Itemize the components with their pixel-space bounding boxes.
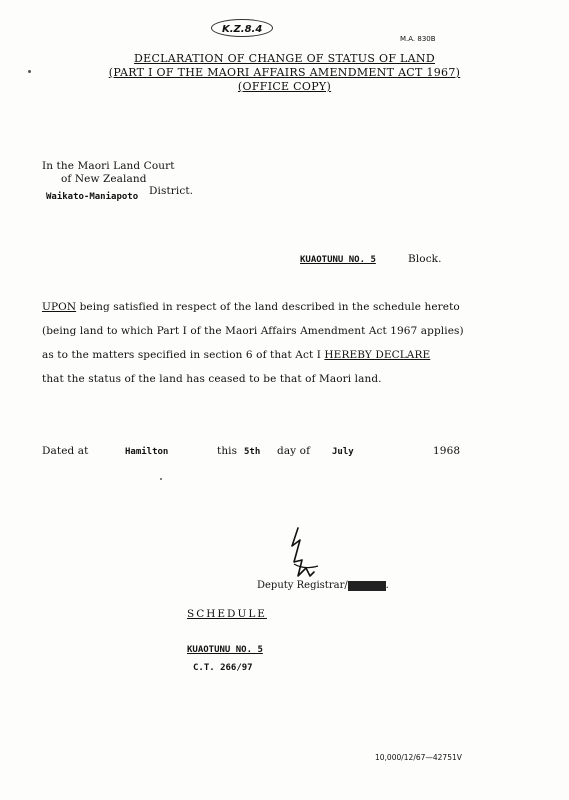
struck-out-text: XXXXXXX (347, 581, 386, 591)
declaration-line-2: (being land to which Part I of the Maori Affairs Amendment Act 1967 applies) (42, 325, 464, 337)
declaration-line-1 (42, 301, 460, 313)
document-title: DECLARATION OF CHANGE OF STATUS OF LAND (134, 52, 435, 65)
declaration-line-3-text: as to the matters specified in section 6 of that Act I (42, 349, 321, 361)
office-copy-label: (OFFICE COPY) (237, 80, 332, 93)
dated-day-of: day of (277, 445, 311, 457)
print-code: 10,000/12/67—42751V (375, 753, 462, 762)
dated-day: 5th (244, 447, 261, 457)
dated-year (433, 445, 460, 457)
block-name: KUAOTUNU NO. 5 (300, 255, 376, 265)
court-line-2: of New Zealand (61, 173, 147, 185)
declaration-line-3 (42, 349, 430, 361)
district-name: Waikato-Maniapoto (46, 192, 139, 202)
dated-place: Hamilton (125, 447, 169, 457)
dated-this: this (217, 445, 238, 457)
dated-month: July (332, 447, 354, 457)
district-label: District. (149, 185, 194, 197)
schedule-heading: SCHEDULE (187, 608, 267, 620)
form-code: M.A. 830B (400, 35, 436, 43)
upon-word: UPON (42, 301, 77, 313)
year-suffix: 68 (446, 445, 461, 457)
certificate-of-title: C.T. 266/97 (193, 663, 253, 673)
schedule-block-name: KUAOTUNU NO. 5 (187, 645, 263, 655)
block-label: Block. (408, 253, 442, 265)
court-line-1: In the Maori Land Court (42, 160, 175, 172)
deputy-registrar-title: Deputy Registrar/ (257, 580, 348, 591)
signature-mark (284, 526, 324, 582)
declaration-line-4: that the status of the land has ceased to be that of Maori land. (42, 373, 382, 385)
deputy-registrar-line (257, 580, 389, 591)
handwritten-reference: K.Z.8.4 (222, 24, 263, 35)
year-prefix: 19 (433, 445, 447, 457)
dated-label: Dated at (42, 445, 89, 457)
document-subtitle: (PART I OF THE MAORI AFFAIRS AMENDMENT ACT 1967) (108, 66, 461, 79)
declaration-line-1-text: being satisfied in respect of the land described in the schedule hereto (79, 301, 460, 313)
hereby-declare: HEREBY DECLARE (324, 349, 431, 361)
signature-trail: . (385, 580, 389, 591)
stray-mark (160, 478, 162, 480)
